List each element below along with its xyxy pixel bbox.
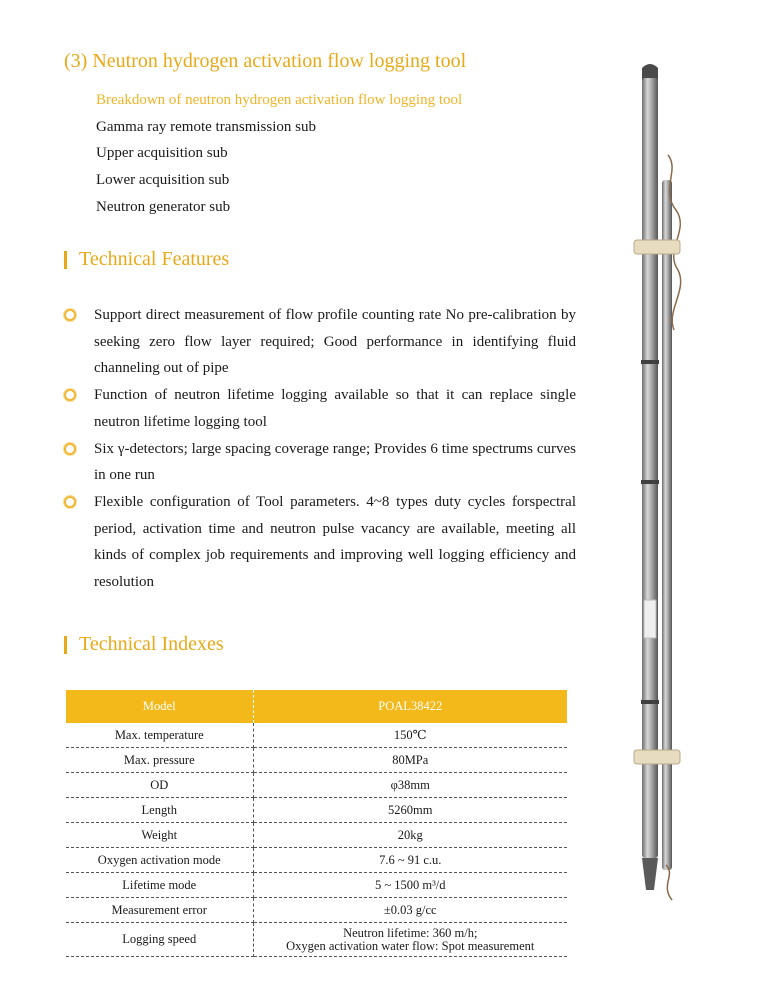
param-name: Length — [66, 798, 253, 823]
param-name: Measurement error — [66, 898, 253, 923]
breakdown-item: Lower acquisition sub — [96, 172, 230, 189]
feature-item — [64, 302, 576, 382]
param-value: ±0.03 g/cc — [253, 898, 567, 923]
param-value: 150℃ — [253, 723, 567, 748]
secondary-tube — [662, 180, 672, 870]
clamp — [634, 240, 680, 254]
label-band — [644, 600, 656, 638]
features-list — [64, 302, 576, 596]
param-value: 20kg — [253, 823, 567, 848]
top-cap — [642, 64, 658, 80]
bullet-icon — [64, 309, 76, 321]
table-header-row — [66, 690, 567, 723]
main-tube — [642, 78, 658, 858]
features-heading-text: Technical Features — [79, 248, 230, 270]
table-row — [66, 723, 567, 748]
feature-text: Function of neutron lifetime logging available so that it can replace single neutron lifetime logging tool — [94, 387, 576, 430]
table-row — [66, 898, 567, 923]
param-value: 5260mm — [253, 798, 567, 823]
table-row — [66, 798, 567, 823]
param-value: 80MPa — [253, 748, 567, 773]
param-name: Max. pressure — [66, 748, 253, 773]
section-marker — [64, 636, 67, 654]
section-marker — [64, 251, 67, 269]
table-row — [66, 848, 567, 873]
param-name: Oxygen activation mode — [66, 848, 253, 873]
bullet-icon — [64, 443, 76, 455]
header-cell: POAL38422 — [253, 690, 567, 723]
bullet-icon — [64, 496, 76, 508]
table-row — [66, 923, 567, 957]
table-row — [66, 823, 567, 848]
table-row — [66, 748, 567, 773]
bottom-tip — [642, 858, 658, 890]
header-cell: Model — [66, 690, 253, 723]
param-value: 5 ~ 1500 m³/d — [253, 873, 567, 898]
logging-tool-image — [620, 60, 720, 910]
table-row — [66, 773, 567, 798]
table-row — [66, 873, 567, 898]
breakdown-item: Gamma ray remote transmission sub — [96, 118, 316, 135]
value-line: Neutron lifetime: 360 m/h; — [343, 925, 478, 940]
param-name: Max. temperature — [66, 723, 253, 748]
feature-text: Flexible configuration of Tool parameters. 4~8 types duty cycles forspectral period, activation time and neutron pulse vacancy are available, meeting all kinds of complex job requirements and improving well logging efficiency and resolution — [94, 493, 576, 591]
param-name: Weight — [66, 823, 253, 848]
breakdown-heading: Breakdown of neutron hydrogen activation flow logging tool — [96, 92, 463, 108]
param-name: Lifetime mode — [66, 873, 253, 898]
feature-text: Support direct measurement of flow profile counting rate No pre-calibration by seeking zero flow layer required; Good performance in identifying fluid channeling out of pipe — [94, 307, 576, 377]
bullet-icon — [64, 389, 76, 401]
param-value: φ38mm — [253, 773, 567, 798]
param-name: OD — [66, 773, 253, 798]
breakdown-list — [96, 88, 462, 221]
spec-table — [66, 690, 567, 957]
param-name: Logging speed — [66, 923, 253, 957]
indexes-heading-text: Technical Indexes — [79, 633, 224, 655]
breakdown-item: Neutron generator sub — [96, 198, 231, 215]
param-value: 7.6 ~ 91 c.u. — [253, 848, 567, 873]
indexes-heading — [64, 633, 224, 656]
breakdown-item: Upper acquisition sub — [96, 145, 228, 162]
feature-text: Six γ-detectors; large spacing coverage range; Provides 6 time spectrums curves in one run — [94, 440, 576, 484]
features-heading — [64, 248, 229, 271]
clamp — [634, 750, 680, 764]
page-title: (3) Neutron hydrogen activation flow logging tool — [64, 50, 467, 72]
feature-item — [64, 382, 576, 435]
feature-item — [64, 489, 576, 596]
feature-item — [64, 436, 576, 489]
value-line: Oxygen activation water flow: Spot measurement — [286, 938, 535, 953]
param-value — [253, 923, 567, 957]
